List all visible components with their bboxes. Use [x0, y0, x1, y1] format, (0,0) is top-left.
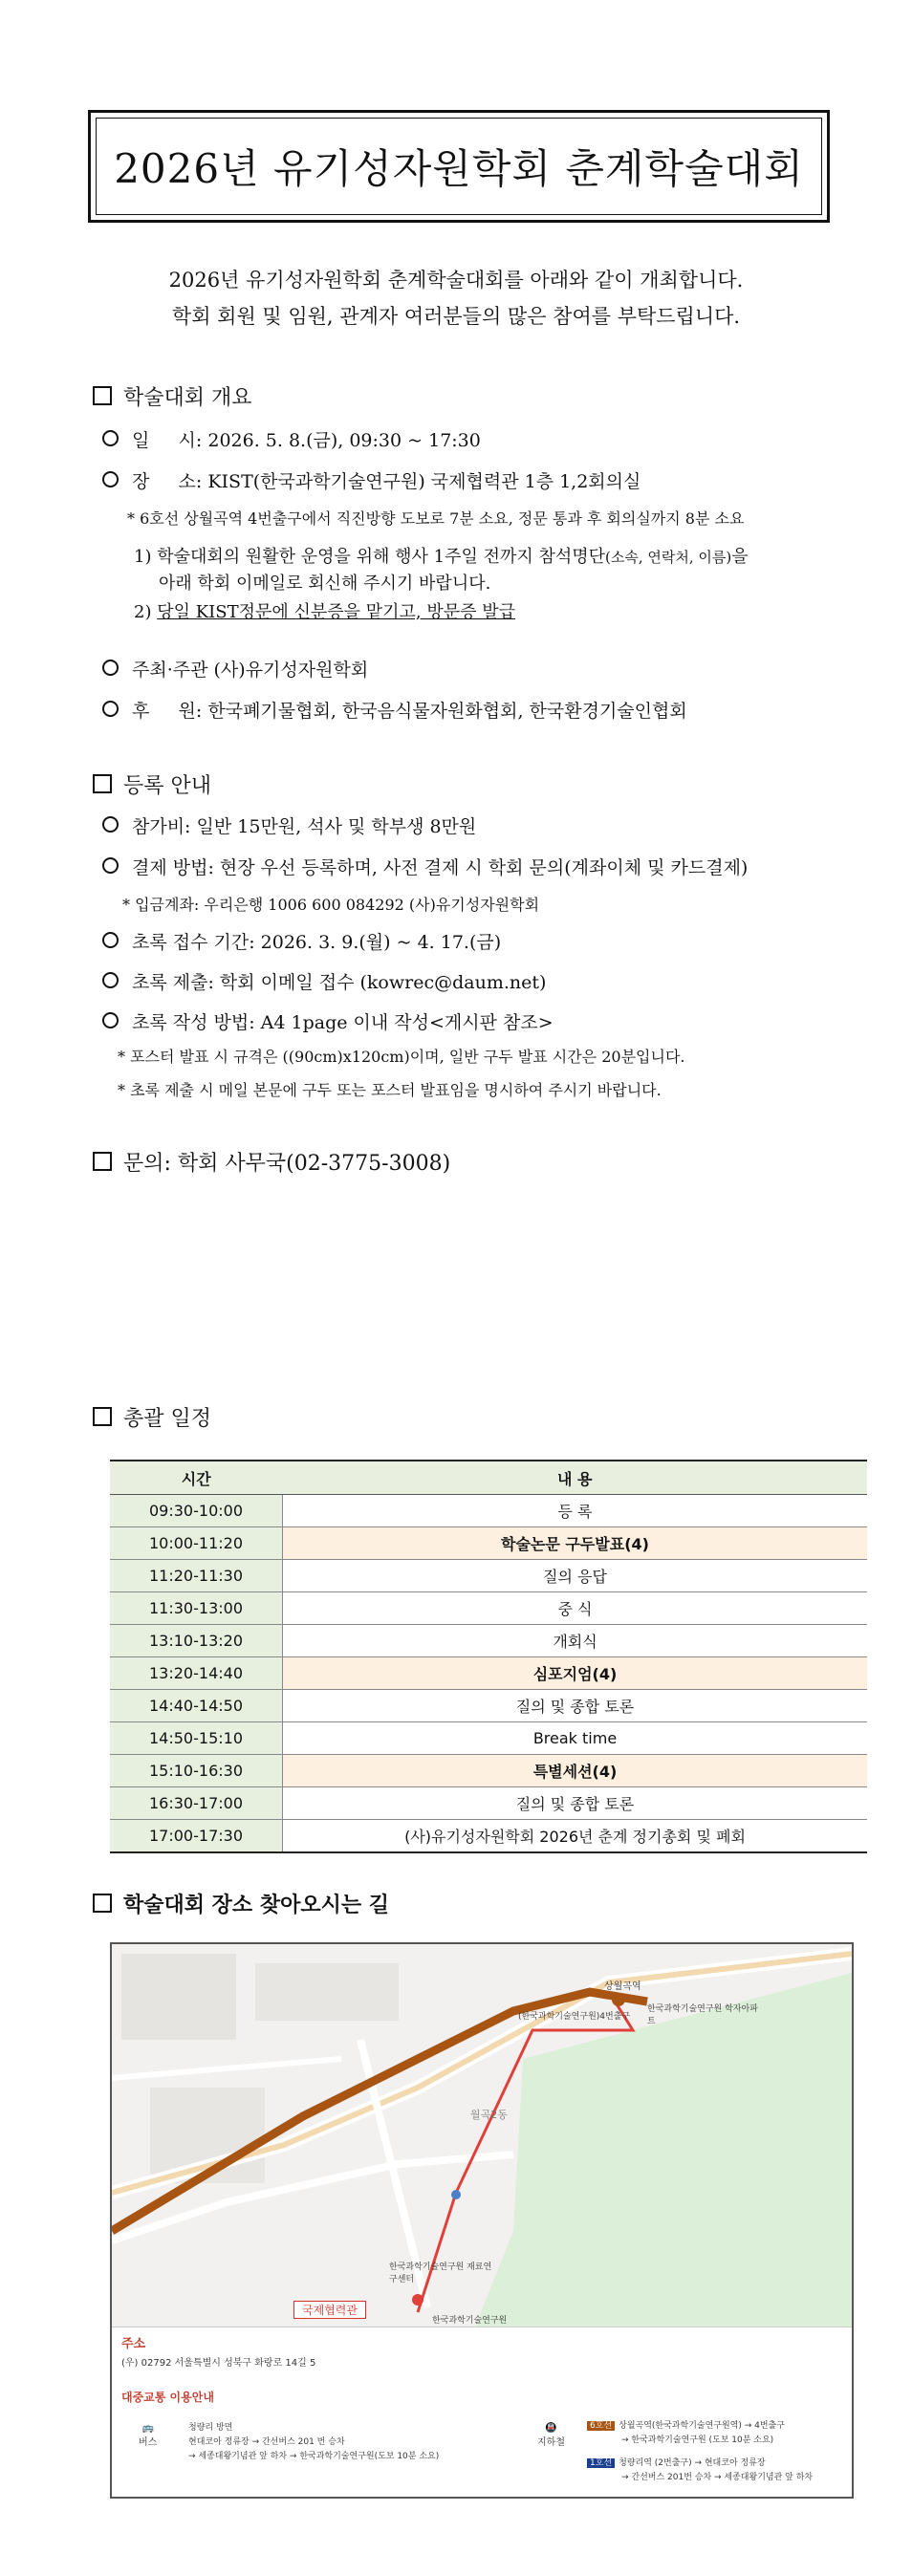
schedule-row — [110, 1657, 867, 1690]
directions-note: * 6호선 상월곡역 4번출구에서 직진방향 도보로 7분 소요, 정문 통과 후 회의실까지 8분 소요 — [127, 509, 745, 528]
schedule-time: 15:10-16:30 — [110, 1755, 283, 1787]
checkbox-square-icon — [93, 774, 112, 793]
circle-bullet-icon — [102, 660, 119, 676]
circle-bullet-icon — [102, 471, 119, 487]
map-label-station: 상월곡역 — [604, 1981, 641, 1992]
circle-bullet-icon — [102, 972, 119, 988]
subway-line1: 1호선 청량리역 (2번출구) → 현대코아 정류장 → 간선버스 201번 승차 → 세종대왕기념관 앞 하차 — [587, 2457, 813, 2485]
format-row: 초록 작성 방법: A4 1page 이내 작성<게시판 참조> — [102, 1008, 554, 1034]
poster-note: * 포스터 발표 시 규격은 ((90cm)x120cm)이며, 일반 구두 발표 시간은 20분입니다. — [118, 1048, 685, 1066]
circle-bullet-icon — [102, 701, 119, 717]
destination-marker-icon — [412, 2294, 423, 2305]
deadline-row: 초록 접수 기간: 2026. 3. 9.(월) ~ 4. 17.(금) — [102, 928, 501, 954]
circle-bullet-icon — [102, 1012, 119, 1028]
schedule-row — [110, 1495, 867, 1527]
schedule-content: 학술논문 구두발표(4) — [283, 1527, 868, 1560]
address-title: 주소 — [121, 2337, 146, 2351]
schedule-time: 13:20-14:40 — [110, 1657, 283, 1690]
schedule-content: 심포지엄(4) — [283, 1657, 868, 1690]
schedule-row — [110, 1625, 867, 1657]
schedule-content: 질의 및 종합 토론 — [283, 1690, 868, 1722]
sponsor-row: 후 원: 한국폐기물협회, 한국음식물자원화협회, 한국환경기술인협회 — [102, 697, 687, 723]
schedule-row — [110, 1722, 867, 1755]
schedule-row — [110, 1755, 867, 1787]
line6-badge: 6호선 — [587, 2421, 615, 2431]
bus-icon: 🚌 — [141, 2423, 154, 2434]
address-value: (우) 02792 서울특별시 성북구 화랑로 14길 5 — [121, 2358, 316, 2369]
subway-line6: 6호선 상월곡역(한국과학기술연구원역) → 4번출구 → 한국과학기술연구원 (도보 10분 소요) — [587, 2419, 785, 2448]
submit-row: 초록 제출: 학회 이메일 접수 (kowrec@daum.net) — [102, 968, 546, 994]
map-label-kist-station: (한국과학기술연구원)4번출구 — [518, 2012, 631, 2022]
schedule-table — [110, 1460, 867, 1853]
directions-heading: 학술대회 장소 찾아오시는 길 — [93, 1889, 389, 1918]
checkbox-square-icon — [93, 1407, 112, 1426]
date-row: 일 시: 2026. 5. 8.(금), 09:30 ~ 17:30 — [102, 426, 481, 452]
map-label-building: 국제협력관 — [293, 2301, 366, 2319]
schedule-row — [110, 1560, 867, 1592]
intro-line-1: 2026년 유기성자원학회 춘계학술대회를 아래와 같이 개최합니다. — [168, 269, 744, 292]
schedule-time: 14:40-14:50 — [110, 1690, 283, 1722]
schedule-content: 질의 및 종합 토론 — [283, 1787, 868, 1820]
schedule-time: 16:30-17:00 — [110, 1787, 283, 1820]
location-map[interactable] — [110, 1942, 854, 2499]
circle-bullet-icon — [102, 857, 119, 874]
title-box — [88, 110, 830, 223]
schedule-content: 개회식 — [283, 1625, 868, 1657]
poi-marker-icon — [451, 2190, 461, 2199]
schedule-content: 등 록 — [283, 1495, 868, 1527]
schedule-content: Break time — [283, 1722, 868, 1755]
schedule-content: 질의 응답 — [283, 1560, 868, 1592]
schedule-time: 09:30-10:00 — [110, 1495, 283, 1527]
schedule-time: 13:10-13:20 — [110, 1625, 283, 1657]
intro-line-2: 학회 회원 및 임원, 관계자 여러분들의 많은 참여를 부탁드립니다. — [171, 305, 741, 328]
map-info-panel — [112, 2327, 852, 2499]
bus-label: 🚌 버스 — [139, 2423, 158, 2448]
schedule-row — [110, 1787, 867, 1820]
schedule-content: 중 식 — [283, 1592, 868, 1625]
overview-heading: 학술대회 개요 — [93, 381, 252, 411]
block — [121, 1954, 236, 2040]
col-time-header: 시간 — [110, 1461, 283, 1495]
schedule-time: 11:20-11:30 — [110, 1560, 283, 1592]
schedule-row — [110, 1527, 867, 1560]
page-title: 2026년 유기성자원학회 춘계학술대회 — [114, 145, 804, 192]
host-row: 주최·주관 (사)유기성자원학회 — [102, 656, 368, 682]
schedule-row — [110, 1690, 867, 1722]
note-1-line-2: 아래 학회 이메일로 회신해 주시기 바랍니다. — [159, 574, 491, 594]
checkbox-square-icon — [93, 386, 112, 405]
transit-title: 대중교통 이용안내 — [121, 2391, 214, 2404]
schedule-time: 14:50-15:10 — [110, 1722, 283, 1755]
contact-heading: 문의: 학회 사무국(02-3775-3008) — [93, 1147, 450, 1177]
schedule-time: 11:30-13:00 — [110, 1592, 283, 1625]
subway-label: 🚇 지하철 — [537, 2423, 565, 2448]
registration-heading: 등록 안내 — [93, 769, 211, 799]
fee-row: 참가비: 일반 15만원, 석사 및 학부생 8만원 — [102, 812, 476, 838]
map-label-apartment: 한국과학기술연구원 학자아파트 — [647, 2004, 758, 2026]
map-label-dong: 월곡2동 — [470, 2109, 508, 2121]
checkbox-square-icon — [93, 1894, 112, 1913]
circle-bullet-icon — [102, 430, 119, 446]
circle-bullet-icon — [102, 816, 119, 833]
email-note: * 초록 제출 시 메일 본문에 구두 또는 포스터 발표임을 명시하여 주시기 바랍니다. — [118, 1081, 662, 1099]
circle-bullet-icon — [102, 932, 119, 948]
note-2: 2) 당일 KIST정문에 신분증을 맡기고, 방문증 발급 — [134, 602, 516, 622]
map-label-center: 한국과학기술연구원 재료연구센터 — [389, 2262, 492, 2284]
schedule-row — [110, 1592, 867, 1625]
checkbox-square-icon — [93, 1152, 112, 1171]
note-1: 1) 학술대회의 원활한 운영을 위해 행사 1주일 전까지 참석명단(소속, 연락처, 이름)을 — [134, 547, 749, 567]
map-label-main: 한국과학기술연구원 — [432, 2316, 508, 2326]
schedule-row — [110, 1820, 867, 1853]
schedule-heading: 총괄 일정 — [93, 1402, 211, 1432]
schedule-time: 10:00-11:20 — [110, 1527, 283, 1560]
col-content-header: 내 용 — [283, 1461, 868, 1495]
place-row: 장 소: KIST(한국과학기술연구원) 국제협력관 1층 1,2회의실 — [102, 467, 641, 493]
block — [255, 1963, 399, 2021]
schedule-content: (사)유기성자원학회 2026년 춘계 정기총회 및 폐회 — [283, 1820, 868, 1853]
payment-row: 결제 방법: 현장 우선 등록하며, 사전 결제 시 학회 문의(계좌이체 및 카드결제) — [102, 854, 748, 879]
station-marker-icon — [612, 1993, 625, 2006]
line1-badge: 1호선 — [587, 2458, 615, 2468]
bus-directions: 청량리 방면 현대코아 정류장 → 간선버스 201 번 승차 → 세종대왕기념관 앞 하차 → 한국과학기술연구원(도보 10분 소요) — [188, 2423, 440, 2461]
subway-icon: 🚇 — [545, 2423, 557, 2434]
account-note: * 입금계좌: 우리은행 1006 600 084292 (사)유기성자원학회 — [122, 896, 540, 914]
schedule-content: 특별세션(4) — [283, 1755, 868, 1787]
schedule-time: 17:00-17:30 — [110, 1820, 283, 1853]
